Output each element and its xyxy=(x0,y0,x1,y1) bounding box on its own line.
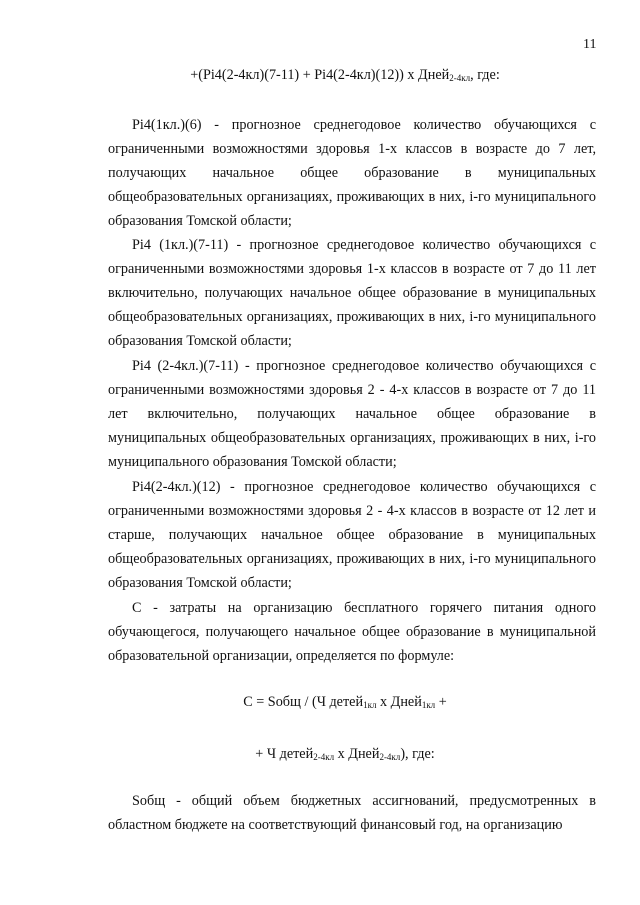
formula-text: + xyxy=(435,694,447,710)
formula-text: +(Pi4(2-4кл)(7-11) + Pi4(2-4кл)(12)) х Дней xyxy=(190,67,450,83)
cost-formula-line-1 xyxy=(110,692,580,712)
formula-subscript: 1кл xyxy=(363,700,377,710)
definition-paragraph: Pi4(1кл.)(6) - прогнозное среднегодовое количество обучающихся с ограниченными возможностями здоровья 1-х классов в возрасте до 7 лет, получающих начальное общее образование в муниципальных общеобразовательных организациях, проживающих в них, i-го муниципального образования Томской области; xyxy=(108,117,596,230)
formula-subscript: 2-4кл xyxy=(449,73,471,83)
page-number: 11 xyxy=(583,37,597,52)
formula-text: х Дней xyxy=(334,746,380,762)
formula-text: , где: xyxy=(470,67,500,83)
formula-subscript: 1кл xyxy=(421,700,436,710)
formula-text: ), где: xyxy=(400,746,435,762)
definition-paragraph: Pi4 (1кл.)(7-11) - прогнозное среднегодовое количество обучающихся с ограниченными возможностями здоровья 1-х классов в возрасте от 7 до 11 лет включительно, получающих начальное общее образование в муниципальных общеобразовательных организациях, проживающих в них, i-го муниципального образования Томской области; xyxy=(108,237,596,350)
definition-paragraph: Sобщ - общий объем бюджетных ассигнований, предусмотренных в областном бюджете на соответствующий финансовый год, на организацию xyxy=(108,793,596,834)
definition-paragraph: С - затраты на организацию бесплатного горячего питания одного обучающегося, получающего начальное общее образование в муниципальной образовательной организации, определяется по формуле: xyxy=(108,600,596,665)
formula-text: С = Sобщ / (Ч детей xyxy=(243,694,364,710)
cost-formula-line-2 xyxy=(110,744,580,764)
formula-text: х Дней xyxy=(376,694,422,710)
definition-paragraph: Pi4(2-4кл.)(12) - прогнозное среднегодовое количество обучающихся с ограниченными возможностями здоровья 2 - 4-х классов в возрасте от 12 лет и старше, получающих начальное общее образование в муниципальных общеобразовательных организациях, проживающих в них, i-го муниципального образования Томской области; xyxy=(108,479,596,592)
formula-continuation xyxy=(110,65,580,85)
formula-subscript: 2-4кл xyxy=(379,752,401,762)
definition-paragraph: Pi4 (2-4кл.)(7-11) - прогнозное среднегодовое количество обучающихся с ограниченными возможностями здоровья 2 - 4-х классов в возрасте от 7 до 11 лет включительно, получающих начальное общее образование в муниципальных общеобразовательных организациях, проживающих в них, i-го муниципального образования Томской области; xyxy=(108,358,596,471)
formula-subscript: 2-4кл xyxy=(313,752,335,762)
formula-text: + Ч детей xyxy=(255,746,314,762)
